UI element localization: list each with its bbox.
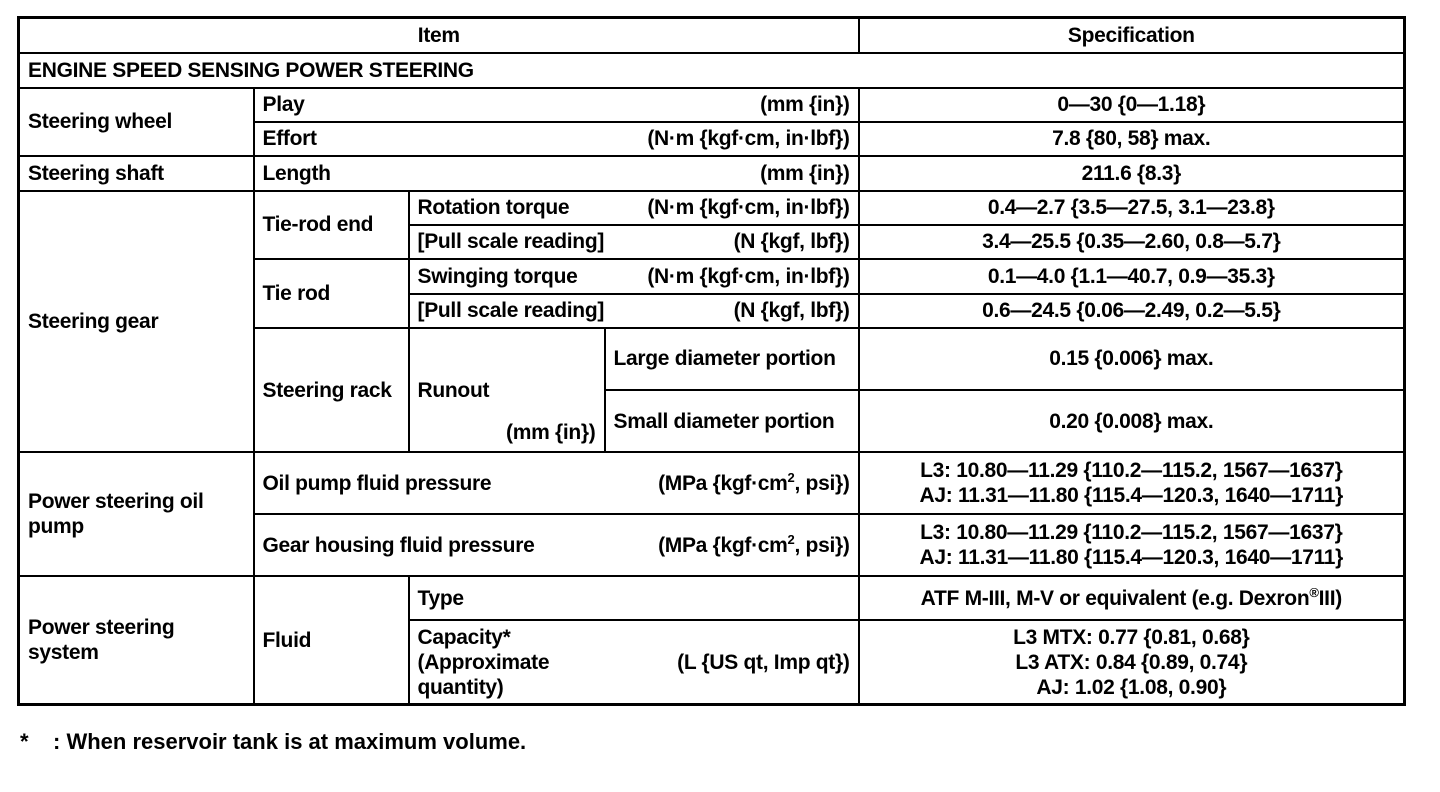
table-row <box>19 88 1405 122</box>
table-row <box>19 452 1405 514</box>
table-header-row <box>19 18 1405 53</box>
gear-pressure-unit: (MPa {$kgf\cdot cm^2$, psi}) <box>658 531 850 557</box>
swinging-torque-label: Swinging torque <box>417 264 578 288</box>
pump-pressure-cell <box>254 452 859 514</box>
steering-rack-label: Steering rack <box>254 328 409 452</box>
rotation-torque-label: Rotation torque <box>417 196 570 220</box>
section-row <box>19 53 1405 88</box>
oil-pump-label: Power steering oil pump <box>19 452 254 576</box>
table-row <box>19 191 1405 225</box>
pull-scale-unit: (N {kgf, lbf}) <box>733 299 850 323</box>
pull-scale-unit: (N {kgf, lbf}) <box>733 230 850 254</box>
pull-scale-label: [Pull scale reading] <box>417 230 605 254</box>
length-label: Length <box>262 161 331 185</box>
effort-spec: 7.8 {80, 58} max. <box>859 122 1405 156</box>
swinging-torque-cell <box>409 259 859 294</box>
capacity-unit: (L {US qt, Imp qt}) <box>677 650 850 674</box>
pump-pressure-label: Oil pump fluid pressure <box>262 471 492 495</box>
capacity-spec-l3mtx: L3 MTX: 0.77 {0.81, 0.68} <box>1013 625 1250 649</box>
capacity-spec-aj: AJ: 1.02 {1.08, 0.90} <box>1036 675 1227 699</box>
effort-label: Effort <box>262 127 317 151</box>
header-specification: Specification <box>859 18 1405 53</box>
play-label: Play <box>262 93 305 117</box>
rotation-torque-cell <box>409 191 859 225</box>
pump-pressure-unit: (MPa {$kgf\cdot cm^2$, psi}) <box>658 469 850 495</box>
play-cell <box>254 88 859 122</box>
fluid-type-label: Type <box>409 576 859 620</box>
rotation-torque-spec: 0.4—2.7 {3.5—27.5, 3.1—23.8} <box>859 191 1405 225</box>
pump-pressure-spec-aj: AJ: 11.31—11.80 {115.4—120.3, 1640—1711} <box>919 484 1344 508</box>
tie-rod-end-label: Tie-rod end <box>254 191 409 259</box>
fluid-type-spec: ATF M-III, M-V or equivalent (e.g. Dexron®III) <box>859 576 1405 620</box>
effort-unit: (N·m {kgf·cm, in·lbf}) <box>647 127 850 151</box>
pump-pressure-spec-l3: L3: 10.80—11.29 {110.2—115.2, 1567—1637} <box>920 459 1343 483</box>
footnote-mark: * <box>20 729 29 754</box>
pull-scale-spec: 0.6—24.5 {0.06—2.49, 0.2—5.5} <box>859 294 1405 328</box>
length-spec: 211.6 {8.3} <box>859 156 1405 191</box>
small-diameter-spec: 0.20 {0.008} max. <box>859 390 1405 452</box>
length-unit: (mm {in}) <box>760 161 850 185</box>
runout-cell <box>409 328 605 452</box>
small-diameter-label: Small diameter portion <box>605 390 859 452</box>
steering-shaft-label: Steering shaft <box>19 156 254 191</box>
steering-gear-label: Steering gear <box>19 191 254 452</box>
tie-rod-label: Tie rod <box>254 259 409 328</box>
runout-label: Runout <box>417 378 490 402</box>
gear-pressure-label: Gear housing fluid pressure <box>262 533 535 557</box>
pull-scale-spec: 3.4—25.5 {0.35—2.60, 0.8—5.7} <box>859 225 1405 259</box>
pull-scale-cell <box>409 294 859 328</box>
system-label: Power steering system <box>19 576 254 704</box>
footnote <box>20 729 526 755</box>
gear-pressure-spec <box>859 514 1405 576</box>
specification-table <box>17 16 1406 706</box>
large-diameter-label: Large diameter portion <box>605 328 859 390</box>
fluid-label: Fluid <box>254 576 409 704</box>
length-cell <box>254 156 859 191</box>
gear-pressure-cell <box>254 514 859 576</box>
pull-scale-cell <box>409 225 859 259</box>
pull-scale-label: [Pull scale reading] <box>417 299 605 323</box>
rotation-torque-unit: (N·m {kgf·cm, in·lbf}) <box>647 196 850 220</box>
swinging-torque-unit: (N·m {kgf·cm, in·lbf}) <box>647 264 850 288</box>
footnote-text: : When reservoir tank is at maximum volume. <box>53 729 527 754</box>
play-spec: 0—30 {0—1.18} <box>859 88 1405 122</box>
capacity-label-1: Capacity* <box>417 625 511 649</box>
swinging-torque-spec: 0.1—4.0 {1.1—40.7, 0.9—35.3} <box>859 259 1405 294</box>
capacity-label-3: quantity) <box>417 675 504 699</box>
pump-pressure-spec <box>859 452 1405 514</box>
large-diameter-spec: 0.15 {0.006} max. <box>859 328 1405 390</box>
capacity-cell <box>409 620 859 704</box>
runout-unit: (mm {in}) <box>506 421 596 445</box>
capacity-spec <box>859 620 1405 704</box>
table-row <box>19 576 1405 620</box>
capacity-spec-l3atx: L3 ATX: 0.84 {0.89, 0.74} <box>1015 650 1248 674</box>
effort-cell <box>254 122 859 156</box>
header-item: Item <box>19 18 859 53</box>
section-title: ENGINE SPEED SENSING POWER STEERING <box>19 53 1405 88</box>
gear-pressure-spec-l3: L3: 10.80—11.29 {110.2—115.2, 1567—1637} <box>920 521 1343 545</box>
capacity-label-2: (Approximate (L {US qt, Imp qt}) <box>417 650 850 674</box>
steering-wheel-label: Steering wheel <box>19 88 254 156</box>
table-row <box>19 156 1405 191</box>
gear-pressure-spec-aj: AJ: 11.31—11.80 {115.4—120.3, 1640—1711} <box>919 546 1344 570</box>
play-unit: (mm {in}) <box>760 93 850 117</box>
